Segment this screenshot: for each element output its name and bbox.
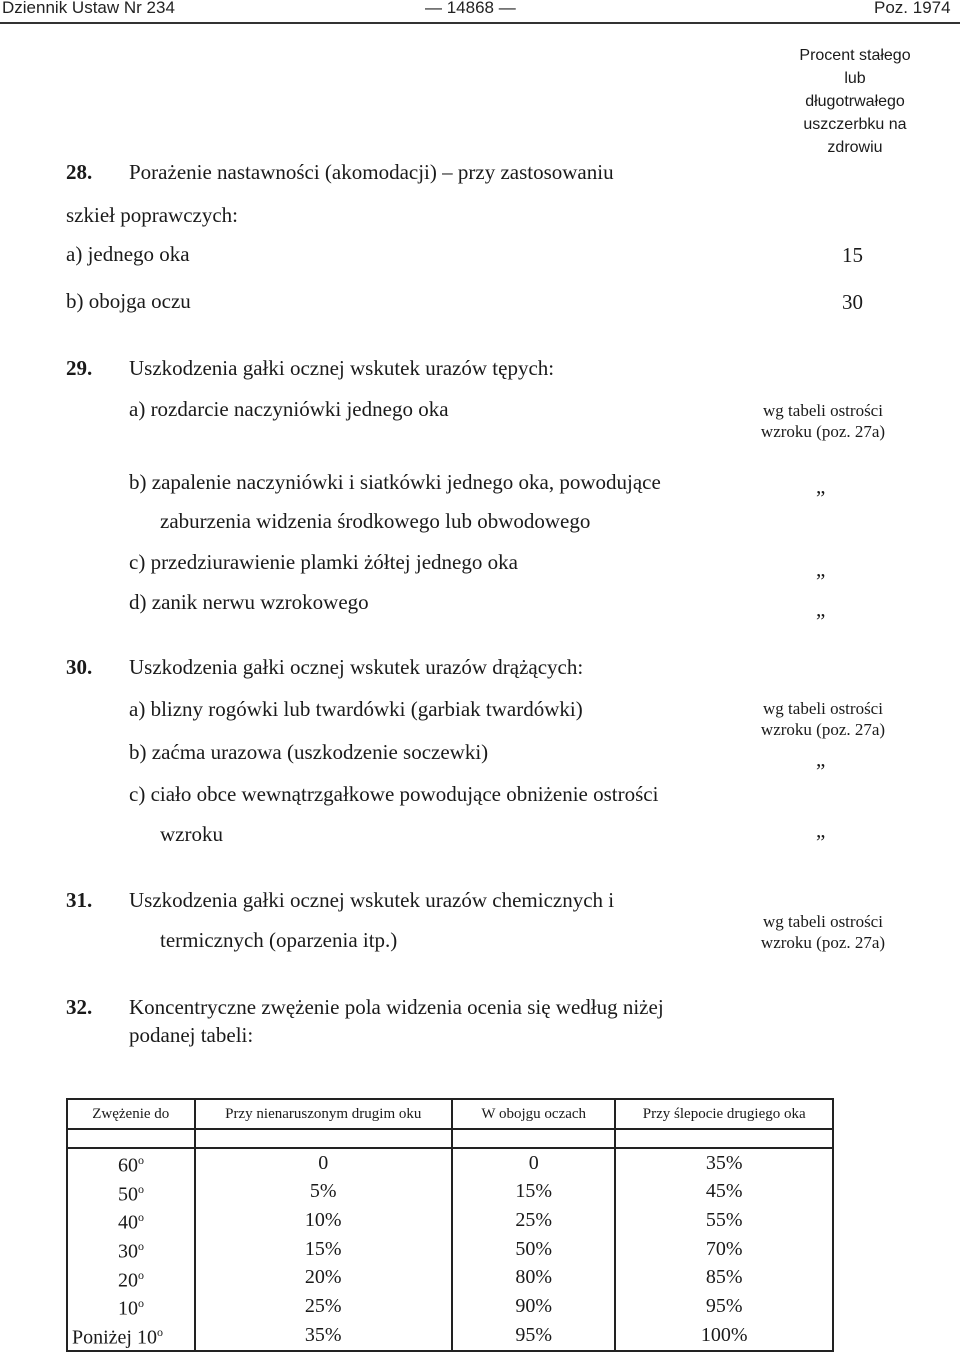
item-28-line2: szkieł poprawczych: [66, 203, 239, 227]
item-30-title: Uszkodzenia gałki ocznej wskutek urazów drążących: [129, 655, 584, 679]
table-cell: 95% [615, 1292, 833, 1321]
reference-line: wzroku (poz. 27a) [760, 933, 886, 952]
table-cell: 55% [615, 1206, 833, 1235]
table-header-cell: Przy nienaruszonym drugim oku [195, 1099, 452, 1129]
column-header-line: Procent stałego [799, 47, 911, 64]
item-32-line2: podanej tabeli: [129, 1023, 254, 1047]
table-cell-degree: 30$^o$ [67, 1235, 195, 1264]
item-29-c-ditto: „ [816, 557, 826, 581]
item-30-number: 30. [66, 655, 93, 679]
column-header [765, 44, 945, 159]
table-cell: 20% [195, 1264, 452, 1293]
item-29-b-line1: b) zapalenie naczyniówki i siatkówki jednego oka, powodujące [129, 470, 661, 494]
item-29-a-reference [738, 400, 908, 442]
item-29-d-ditto: „ [816, 597, 826, 621]
table-cell: 0 [452, 1148, 615, 1178]
item-30-c-line2: wzroku [160, 822, 223, 846]
column-header-line: zdrowiu [827, 139, 883, 156]
column-header-line: lub [844, 70, 866, 87]
table-cell: 25% [452, 1206, 615, 1235]
table-cell: 100% [615, 1321, 833, 1351]
item-28-number: 28. [66, 160, 93, 184]
table-cell: 80% [452, 1264, 615, 1293]
table-cell: 15% [195, 1235, 452, 1264]
table-cell-degree: 20$^o$ [67, 1264, 195, 1293]
table-spacer-row [67, 1129, 833, 1148]
item-30-c-ditto: „ [816, 818, 826, 842]
table-header-row [67, 1099, 833, 1129]
item-31-line2: termicznych (oparzenia itp.) [160, 928, 398, 952]
table-row [67, 1178, 833, 1207]
item-29-number: 29. [66, 356, 93, 380]
item-29-b-ditto: „ [816, 474, 826, 498]
table-header-cell: Przy ślepocie drugiego oka [615, 1099, 833, 1129]
item-29-a-text: a) rozdarcie naczyniówki jednego oka [129, 397, 449, 421]
column-header-line: uszczerbku na [803, 116, 907, 133]
item-29-title: Uszkodzenia gałki ocznej wskutek urazów tępych: [129, 356, 555, 380]
table-header-cell: W obojgu oczach [452, 1099, 615, 1129]
table-header-cell: Zwężenie do [67, 1099, 195, 1129]
item-31-number: 31. [66, 888, 93, 912]
item-29-c-text: c) przedziurawienie plamki żółtej jednego oka [129, 550, 518, 574]
table-cell: 85% [615, 1264, 833, 1293]
reference-line: wg tabeli ostrości [763, 912, 883, 931]
item-30-c-line1: c) ciało obce wewnątrzgałkowe powodujące obniżenie ostrości [129, 782, 659, 806]
table-cell: 45% [615, 1178, 833, 1207]
page-number: — 14868 — [425, 0, 516, 17]
table-row [67, 1148, 833, 1178]
reference-line: wzroku (poz. 27a) [760, 720, 886, 739]
table-cell: 10% [195, 1206, 452, 1235]
table-cell: 35% [615, 1148, 833, 1178]
item-28-line1: Porażenie nastawności (akomodacji) – przy zastosowaniu [129, 160, 614, 184]
table-cell: 95% [452, 1321, 615, 1351]
column-header-line: długotrwałego [805, 93, 905, 110]
item-32-number: 32. [66, 995, 93, 1019]
item-32-line1: Koncentryczne zwężenie pola widzenia ocenia się według niżej [129, 995, 664, 1019]
table-cell-degree: 50$^o$ [67, 1178, 195, 1207]
table-row [67, 1321, 833, 1351]
table-row [67, 1235, 833, 1264]
reference-line: wg tabeli ostrości [763, 401, 883, 420]
table-cell: 90% [452, 1292, 615, 1321]
journal-title: Dziennik Ustaw Nr 234 [2, 0, 175, 17]
visual-field-table [66, 1098, 834, 1352]
table-row [67, 1206, 833, 1235]
item-28-a-value: 15 [842, 243, 863, 267]
item-31-reference [738, 911, 908, 953]
item-29-b-line2: zaburzenia widzenia środkowego lub obwodowego [160, 509, 591, 533]
table-cell: 70% [615, 1235, 833, 1264]
item-28-b-text: b) obojga oczu [66, 289, 191, 313]
item-28-b-value: 30 [842, 290, 863, 314]
position-number: Poz. 1974 [874, 0, 951, 17]
table-cell: 5% [195, 1178, 452, 1207]
item-30-b-ditto: „ [816, 747, 826, 771]
table-row [67, 1264, 833, 1293]
item-30-a-text: a) blizny rogówki lub twardówki (garbiak twardówki) [129, 697, 583, 721]
table-cell: 0 [195, 1148, 452, 1178]
table-cell: 15% [452, 1178, 615, 1207]
table-cell-degree: 10$^o$ [67, 1292, 195, 1321]
table-cell: 35% [195, 1321, 452, 1351]
item-30-b-text: b) zaćma urazowa (uszkodzenie soczewki) [129, 740, 489, 764]
item-28-a-text: a) jednego oka [66, 242, 190, 266]
reference-line: wg tabeli ostrości [763, 699, 883, 718]
table-cell: 25% [195, 1292, 452, 1321]
table-cell-degree: 60$^o$ [67, 1148, 195, 1178]
table-cell-degree: 40$^o$ [67, 1206, 195, 1235]
item-29-d-text: d) zanik nerwu wzrokowego [129, 590, 369, 614]
item-30-a-reference [738, 698, 908, 740]
table-cell: 50% [452, 1235, 615, 1264]
item-31-line1: Uszkodzenia gałki ocznej wskutek urazów chemicznych i [129, 888, 615, 912]
reference-line: wzroku (poz. 27a) [760, 422, 886, 441]
table-cell-degree: Poniżej 10$^o$ [67, 1321, 195, 1351]
table-row [67, 1292, 833, 1321]
header-rule [0, 22, 960, 24]
